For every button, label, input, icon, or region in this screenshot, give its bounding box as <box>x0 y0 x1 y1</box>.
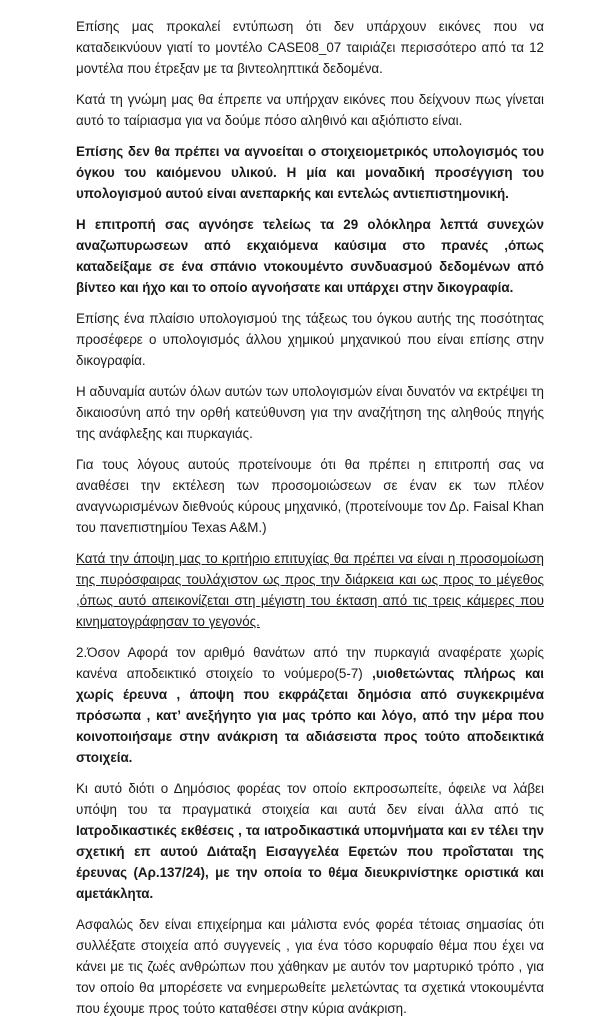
paragraph-images-missing: Επίσης μας προκαλεί εντύπωση ότι δεν υπάρχουν εικόνες που να καταδεικνύουν γιατί το μοντέλο CASE08_07 ταιριάζει περισσότερο από τα 12 μοντέλα που έτρεξαν με τα βιντεοληπτικά δεδομένα. <box>76 19 544 76</box>
paragraph-volume-calculation: Επίσης ένα πλαίσιο υπολογισμού της τάξεως του όγκου αυτής της ποσότητας προσέφερε ο υπολογισμός άλλου χημικού μηχανικού που είναι επίσης στην δικογραφία. <box>76 311 544 368</box>
public-body-plain-text: Κι αυτό διότι ο Δημόσιος φορέας τον οποίο εκπροσωπείτε, όφειλε να λάβει υπόψη του τα πραγματικά στοιχεία και αυτά δεν είναι άλλα από τις <box>76 781 544 817</box>
paragraph-matching-opinion: Κατά τη γνώμη μας θα έπρεπε να υπήρχαν εικόνες που δείχνουν πως γίνεται αυτό το ταίριασμα για να δούμε πόσο αληθινό και αξιόπιστο είναι. <box>76 92 544 128</box>
paragraph-relatives-evidence: Ασφαλώς δεν είναι επιχείρημα και μάλιστα ενός φορέα τέτοιας σημασίας ότι συλλέξατε στοιχεία από συγγενείς , για ένα τόσο κορυφαίο θέμα που έχει να κάνει με τις ζωές ανθρώπων που χάθηκαν με αυτόν τον μαρτυρικό τρόπο , για τον οποίο θα μπορέσετε να ενημερωθείτε μελετώντας τα σχετικά ντοκουμέντα που έχουμε προς τούτο καταθέσει στην κύρια ανάκριση. <box>76 917 544 1016</box>
paragraph-committee-ignored: Η επιτροπή σας αγνόησε τελείως τα 29 ολόκληρα λεπτά συνεχών αναζωπυρωσεων από εκχαιόμενα καύσιμα στο πρανές ,όπως καταδείξαμε σε ένα σπάνιο ντοκουμέντο συνδυασμού δεδομένων από βίντεο και ήχο και το οποίο αγνοήσατε και υπάρχει στην δικογραφία. <box>76 217 544 295</box>
public-body-bold-text: Ιατροδικαστικές εκθέσεις , τα ιατροδικαστικά υπομνήματα και εν τέλει την σχετική επ αυτού Διάταξη Εισαγγελέα Εφετών που προΐσταται της έρευνας (Αρ.137/24), με την οποία το θέμα διευκρινίστηκε οριστικά και αμετάκλητα. <box>76 823 544 901</box>
paragraph-success-criterion: Κατά την άποψη μας το κριτήριο επιτυχίας θα πρέπει να είναι η προσομοίωση της πυρόσφαιρας τουλάχιστον ως προς την διάρκεια και ως προς το μέγεθος ,όπως αυτό απεικονίζεται στη μέγιστη του έκταση από τις τρεις κάμερες που κινηματογράφησαν το γεγονός. <box>76 551 544 629</box>
paragraph-public-body <box>76 778 544 904</box>
paragraph-proposal-engineer: Για τους λόγους αυτούς προτείνουμε ότι θα πρέπει η επιτροπή σας να αναθέσει την εκτέλεση των προσομοιώσεων σε έναν εκ των πλέον αναγνωρισμένων διεθνούς κύρους μηχανικό, (προτείνουμε τον Δρ. Faisal Khan του πανεπιστημίου Texas A&M.) <box>76 457 544 535</box>
death-count-bold-text: ,υιοθετώντας πλήρως και χωρίς έρευνα , άποψη που εκφράζεται δημόσια από συγκεκριμένα πρόσωπα , κατ’ ανεξήγητο για μας τρόπο και λόγο, από την μέρα που κοινοποιήσαμε στην ανάκριση τα αδιάσειστα προς τούτο αποδεικτικά στοιχεία. <box>76 666 544 765</box>
paragraph-stoichiometric-calculation: Επίσης δεν θα πρέπει να αγνοείται ο στοιχειομετρικός υπολογισμός του όγκου του καιόμενου υλικού. Η μία και μοναδική προσέγγιση του υπολογισμού αυτού είναι ανεπαρκής και εντελώς αντιεπιστημονική. <box>76 144 544 201</box>
document-page <box>76 16 544 1029</box>
death-count-plain-text: 2.Όσον Αφορά τον αριθμό θανάτων από την πυρκαγιά αναφέρατε χωρίς κανένα αποδεικτικό στοιχείο το νούμερο(5-7) <box>76 645 544 681</box>
paragraph-death-count <box>76 642 544 768</box>
paragraph-calculation-weakness: Η αδυναμία αυτών όλων αυτών των υπολογισμών είναι δυνατόν να εκτρέψει τη δικαιοσύνη από την ορθή κατεύθυνση για την αναζήτηση της αληθούς πηγής της ανάφλεξης και πυρκαγιάς. <box>76 384 544 441</box>
